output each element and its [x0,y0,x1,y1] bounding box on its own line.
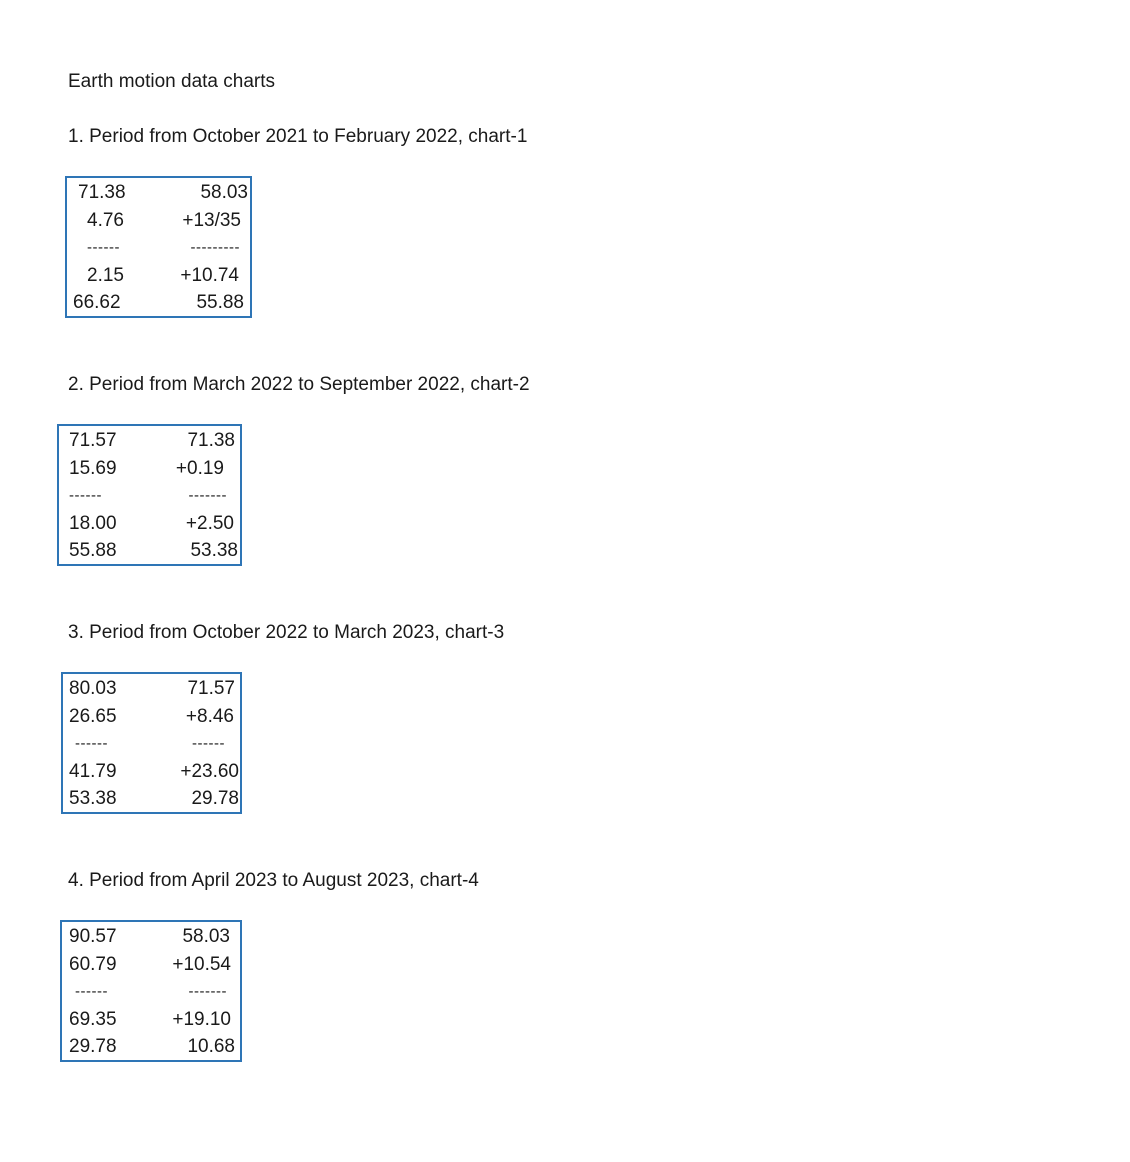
chart-3-row-4 [63,758,240,786]
chart-4-divider-left: ------ [75,983,108,1000]
chart-3-table [61,672,242,814]
chart-4-row-1-left: 90.57 [69,926,117,947]
chart-4-row-2 [62,951,240,979]
chart-4-row-2-left: 60.79 [69,953,117,975]
chart-3-row-5-left: 53.38 [69,788,117,809]
chart-3-row-divider [63,730,240,758]
chart-1-divider-left: ------ [87,239,120,256]
chart-2-row-1 [59,427,240,455]
chart-3-row-5-right: 29.78 [191,788,239,809]
chart-2-heading: 2. Period from March 2022 to September 2022, chart-2 [68,374,530,395]
chart-3-heading: 3. Period from October 2022 to March 2023, chart-3 [68,622,505,643]
chart-4-table [60,920,242,1062]
chart-4-row-1 [62,923,240,951]
chart-2-row-5 [59,537,240,565]
chart-2-row-divider [59,482,240,510]
page-title: Earth motion data charts [68,71,275,92]
chart-1-row-4-right: +10.74 [180,264,239,286]
chart-4-row-5-right: 10.68 [187,1036,235,1057]
chart-2-row-2 [59,455,240,483]
chart-4-divider-right: ------- [188,983,227,1000]
chart-1-row-2 [67,207,250,235]
chart-3-row-2-right: +8.46 [185,705,234,727]
chart-1-row-4 [67,262,250,290]
chart-4-row-1-right: 58.03 [182,926,230,947]
chart-2-row-4 [59,510,240,538]
chart-2-row-5-right: 53.38 [190,540,238,561]
chart-4-row-5-left: 29.78 [69,1036,117,1057]
chart-4-heading: 4. Period from April 2023 to August 2023, chart-4 [68,870,479,891]
chart-1-row-5 [67,289,250,317]
chart-4-row-4 [62,1006,240,1034]
chart-1-row-5-right: 55.88 [196,292,244,313]
chart-2-row-1-left: 71.57 [69,430,117,451]
chart-1-row-1-left: 71.38 [78,182,126,203]
chart-3-row-1-left: 80.03 [69,678,117,699]
chart-2-divider-left: ------ [69,487,102,504]
chart-3-row-4-left: 41.79 [69,760,117,782]
chart-1-row-2-right: +13/35 [182,209,241,231]
chart-1-row-2-left: 4.76 [87,209,124,231]
chart-2-row-4-left: 18.00 [69,512,117,534]
chart-1-row-1 [67,179,250,207]
chart-4-row-5 [62,1033,240,1061]
chart-2-row-4-right: +2.50 [185,512,234,534]
chart-1-row-5-left: 66.62 [73,292,121,313]
chart-3-row-1-right: 71.57 [187,678,235,699]
chart-2-divider-right: ------- [188,487,227,504]
chart-1-row-4-left: 2.15 [87,264,124,286]
chart-1-table [65,176,252,318]
chart-4-row-4-right: +19.10 [172,1008,231,1030]
chart-3-row-5 [63,785,240,813]
chart-1-row-divider [67,234,250,262]
chart-2-row-5-left: 55.88 [69,540,117,561]
chart-4-row-2-right: +10.54 [172,953,231,975]
chart-1-row-1-right: 58.03 [200,182,248,203]
chart-2-row-2-right: +0.19 [175,457,224,479]
chart-2-table [57,424,242,566]
chart-3-row-4-right: +23.60 [180,760,239,782]
chart-2-row-2-left: 15.69 [69,457,117,479]
chart-3-row-2 [63,703,240,731]
chart-1-divider-right: --------- [190,239,240,256]
chart-3-divider-right: ------ [192,735,225,752]
chart-3-divider-left: ------ [75,735,108,752]
chart-3-row-2-left: 26.65 [69,705,117,727]
chart-4-row-4-left: 69.35 [69,1008,117,1030]
chart-3-row-1 [63,675,240,703]
chart-2-row-1-right: 71.38 [187,430,235,451]
chart-4-row-divider [62,978,240,1006]
chart-1-heading: 1. Period from October 2021 to February 2022, chart-1 [68,126,528,147]
